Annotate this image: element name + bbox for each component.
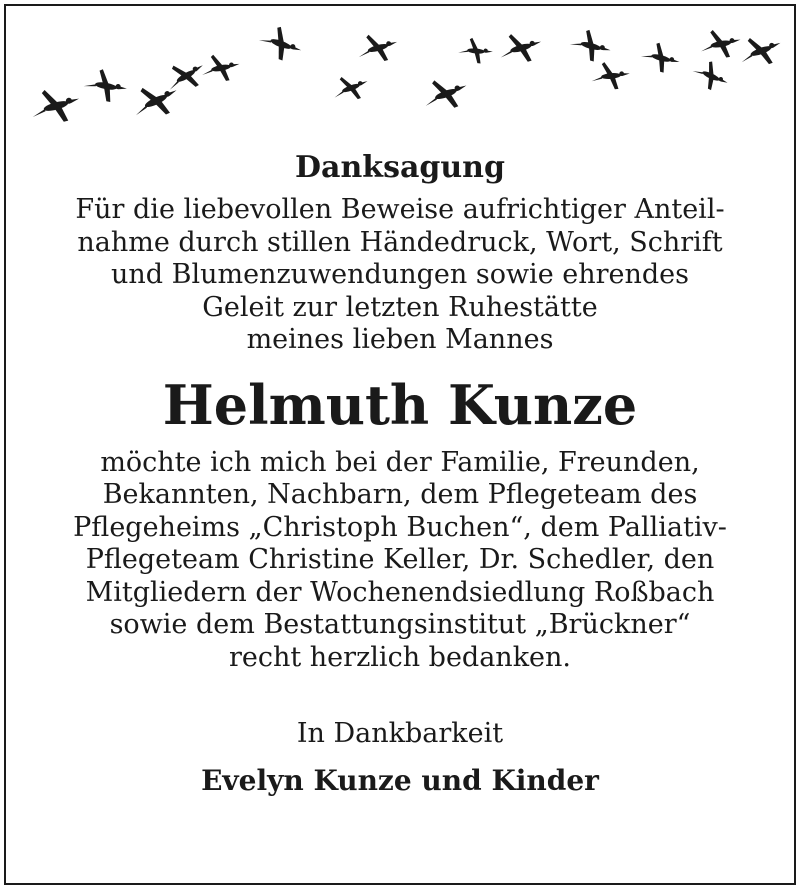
body-line: möchte ich mich bei der Familie, Freunden, [100, 446, 700, 478]
intro-line: meines lieben Mannes [246, 324, 554, 355]
closing-phrase: In Dankbarkeit [296, 718, 504, 749]
deceased-name: Helmuth Kunze [162, 372, 638, 437]
intro-line: und Blumenzuwendungen sowie ehrendes [110, 259, 690, 290]
intro-line: nahme durch stillen Händedruck, Wort, Schrift [77, 226, 723, 258]
thanks-paragraph [6, 447, 794, 675]
body-line: Pflegeteam Christine Keller, Dr. Schedler, den [85, 544, 715, 575]
body-line: recht herzlich bedanken. [228, 641, 572, 673]
intro-line: Für die liebevollen Beweise aufrichtiger Anteil- [75, 194, 725, 225]
body-line: Mitgliedern der Wochenendsiedlung Roßbach [85, 576, 715, 608]
flying-birds-icon [6, 6, 794, 136]
signature: Evelyn Kunze und Kinder [201, 763, 599, 797]
intro-paragraph [6, 194, 794, 357]
body-line: Pflegeheims „Christoph Buchen“, dem Palliativ- [73, 511, 727, 543]
notice-text [6, 146, 794, 803]
intro-line: Geleit zur letzten Ruhestätte [202, 291, 598, 323]
body-line: sowie dem Bestattungsinstitut „Brückner“ [109, 609, 691, 640]
notice-heading: Danksagung [295, 150, 505, 185]
obituary-notice [4, 4, 796, 885]
body-line: Bekannten, Nachbarn, dem Pflegeteam des [102, 479, 698, 510]
